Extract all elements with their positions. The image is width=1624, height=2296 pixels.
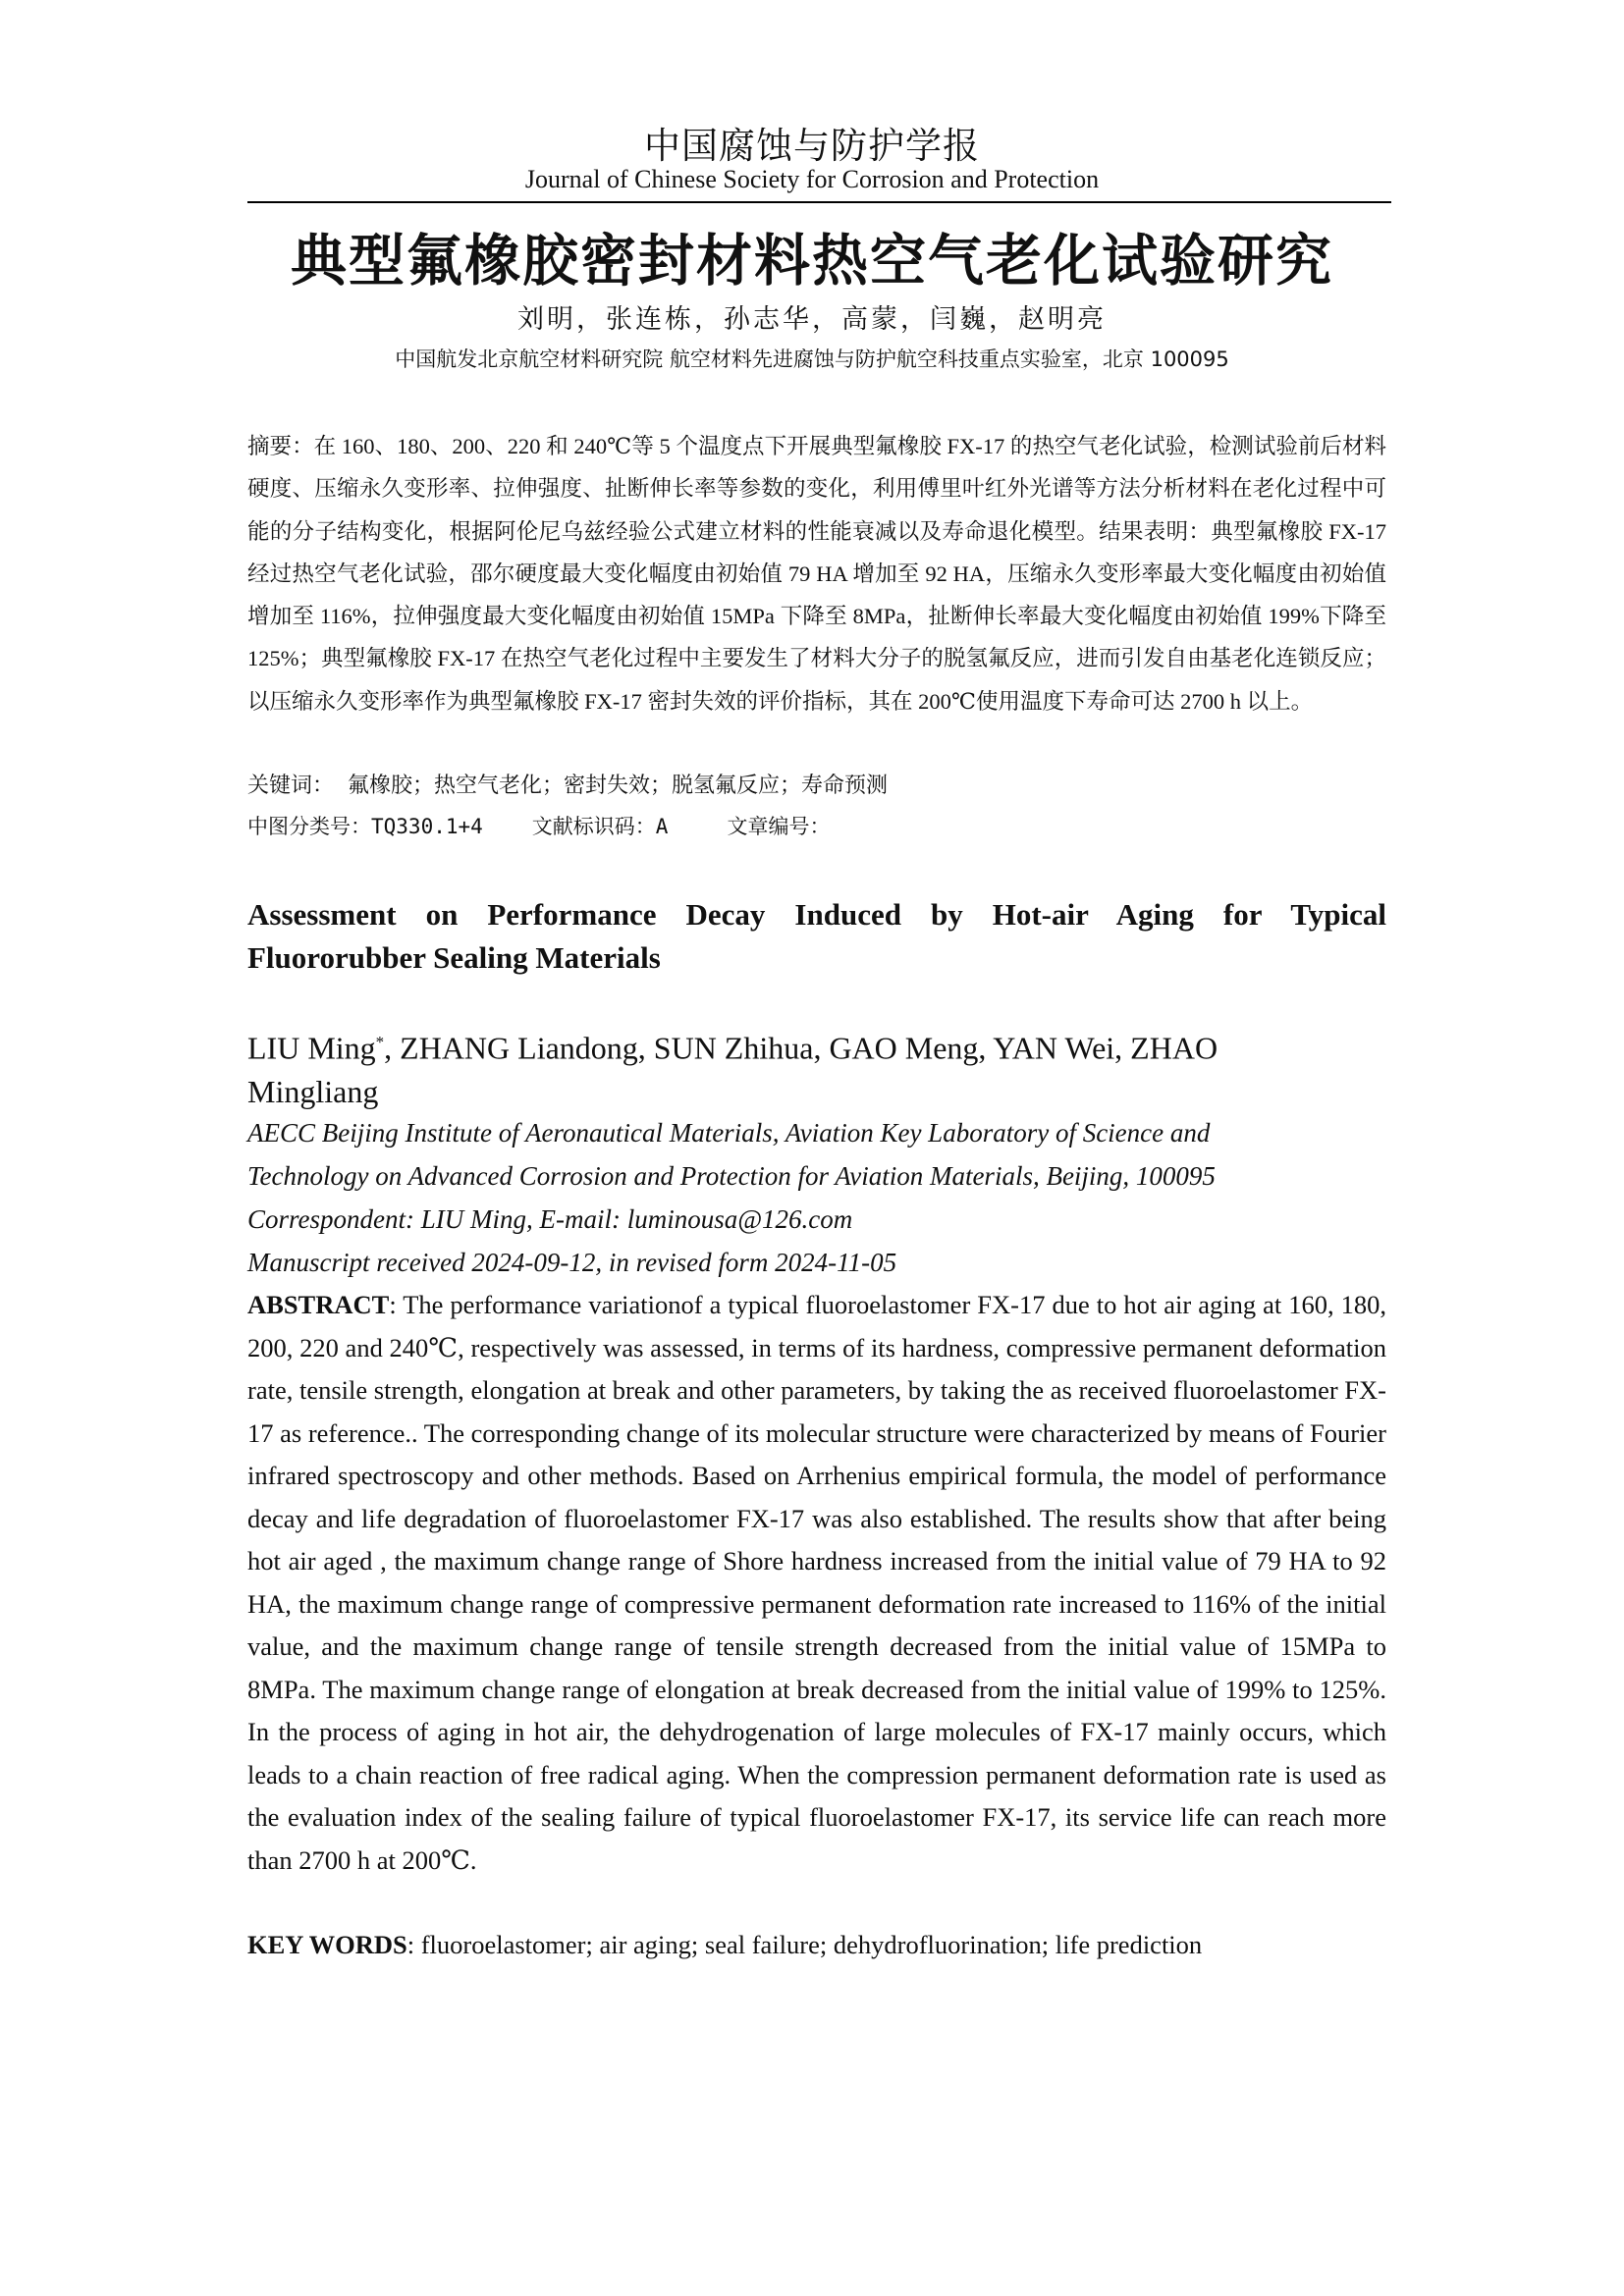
affiliation-en-line2: Technology on Advanced Corrosion and Protection for Aviation Materials, Beijing, 100095 xyxy=(247,1161,1216,1191)
header-divider xyxy=(247,201,1391,203)
corresponding-mark: * xyxy=(375,1033,385,1051)
paper-title-en-line1: Assessment on Performance Decay Induced by Hot-air Aging for Typical xyxy=(247,897,1386,932)
classification-line xyxy=(247,811,830,840)
keywords-en-label: KEY WORDS xyxy=(247,1930,407,1959)
other-authors: , ZHANG Liandong, SUN Zhihua, GAO Meng, YAN Wei, ZHAO Mingliang xyxy=(247,1030,1218,1109)
abstract-en-text: : The performance variationof a typical fluoroelastomer FX-17 due to hot air aging at 160, 180, 200, 220 and 240℃, respectively was assessed, in terms of its hardness, compressive permanent deformation rate, tensile strength, elongation at break and other parameters, by taking the as received fluoroelastomer FX-17 as reference.. The corresponding change of its molecular structure were characterized by means of Fourier infrared spectroscopy and other methods. Based on Arrhenius empirical formula, the model of performance decay and life degradation of fluoroelastomer FX-17 was also established. The results show that after being hot air aged , the maximum change range of Shore hardness increased from the initial value of 79 HA to 92 HA, the maximum change range of compressive permanent deformation rate increased to 116% of the initial value, and the maximum change range of tensile strength decreased from the initial value of 15MPa to 8MPa. The maximum change range of elongation at break decreased from the initial value of 199% to 125%. In the process of aging in hot air, the dehydrogenation of large molecules of FX-17 mainly occurs, which leads to a chain reaction of free radical aging. When the compression permanent deformation rate is used as the evaluation index of the sealing failure of typical fluoroelastomer FX-17, its service life can reach more than 2700 h at 200℃. xyxy=(247,1290,1386,1875)
keywords-cn-text: 氟橡胶；热空气老化；密封失效；脱氢氟反应；寿命预测 xyxy=(348,774,889,798)
keywords-en xyxy=(247,1924,1386,1967)
keywords-en-text: : fluoroelastomer; air aging; seal failure; dehydrofluorination; life prediction xyxy=(406,1930,1203,1959)
article-number: 文章编号： xyxy=(727,815,831,838)
paper-title-en-line2: Fluororubber Sealing Materials xyxy=(247,940,661,975)
keywords-cn xyxy=(247,769,888,799)
corresponding-author: LIU Ming xyxy=(247,1030,376,1066)
document-code: 文献标识码：A xyxy=(531,815,669,838)
affiliation-cn: 中国航发北京航空材料研究院 航空材料先进腐蚀与防护航空科技重点实验室，北京 100095 xyxy=(395,347,1229,371)
paper-title-cn: 典型氟橡胶密封材料热空气老化试验研究 xyxy=(291,229,1333,294)
authors-cn: 刘明，张连栋，孙志华，高蒙，闫巍，赵明亮 xyxy=(517,304,1107,334)
clc-number: 中图分类号：TQ330.1+4 xyxy=(247,815,483,838)
affiliation-en xyxy=(247,1111,1386,1284)
received-date-line: Manuscript received 2024-09-12, in revised form 2024-11-05 xyxy=(247,1248,897,1277)
affiliation-en-line1: AECC Beijing Institute of Aeronautical Materials, Aviation Key Laboratory of Science and xyxy=(247,1118,1211,1148)
abstract-en xyxy=(247,1284,1386,1882)
journal-name-en: Journal of Chinese Society for Corrosion and Protection xyxy=(524,165,1100,193)
abstract-cn: 摘要：在 160、180、200、220 和 240℃等 5 个温度点下开展典型氟橡胶 FX-17 的热空气老化试验，检测试验前后材料硬度、压缩永久变形率、拉伸强度、扯断伸长率等参数的变化，利用傅里叶红外光谱等方法分析材料在老化过程中可能的分子结构变化，根据阿伦尼乌兹经验公式建立材料的性能衰减以及寿命退化模型。结果表明：典型氟橡胶 FX-17 经过热空气老化试验，邵尔硬度最大变化幅度由初始值 79 HA 增加至 92 HA，压缩永久变形率最大变化幅度由初始值增加至 116%，拉伸强度最大变化幅度由初始值 15MPa 下降至 8MPa，扯断伸长率最大变化幅度由初始值 199%下降至 125%；典型氟橡胶 FX-17 在热空气老化过程中主要发生了材料大分子的脱氢氟反应，进而引发自由基老化连锁反应；以压缩永久变形率作为典型氟橡胶 FX-17 密封失效的评价指标，其在 200℃使用温度下寿命可达 2700 h 以上。 xyxy=(247,434,1386,714)
keywords-cn-label: 关键词： xyxy=(247,774,335,798)
abstract-en-label: ABSTRACT xyxy=(247,1290,390,1319)
journal-name-cn: 中国腐蚀与防护学报 xyxy=(644,125,980,167)
authors-en xyxy=(247,1021,1327,1113)
correspondent-line: Correspondent: LIU Ming, E-mail: luminousa@126.com xyxy=(247,1204,853,1234)
